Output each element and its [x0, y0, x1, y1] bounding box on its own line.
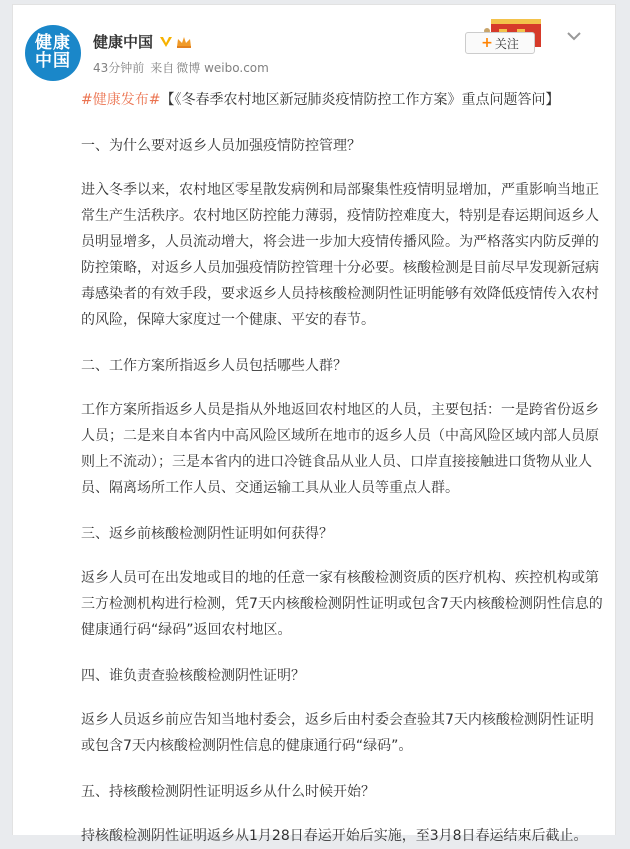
follow-button[interactable] — [465, 32, 535, 54]
source-app[interactable]: 微博 weibo.com — [176, 61, 269, 75]
question-2: 二、工作方案所指返乡人员包括哪些人群？ — [81, 358, 347, 374]
plus-icon: + — [481, 35, 493, 51]
question-4: 四、谁负责查验核酸检测阴性证明？ — [81, 668, 305, 684]
member-crown-icon[interactable] — [175, 35, 193, 49]
post-meta — [93, 59, 269, 76]
avatar-text-top: 健康 — [35, 33, 71, 54]
post-title — [81, 87, 603, 113]
post-title-text: 【《冬春季农村地区新冠肺炎疫情防控工作方案》重点问题答问】 — [160, 92, 560, 108]
avatar-text-bottom: 中国 — [35, 51, 71, 71]
question-5: 五、持核酸检测阴性证明返乡从什么时候开始？ — [81, 784, 375, 800]
answer-2: 工作方案所指返乡人员是指从外地返回农村地区的人员，主要包括：一是跨省份返乡人员；二是来自本省内中高风险区域所在地市的返乡人员（中高风险区域内部人员原则上不流动）；三是本省内的进口冷链食品从业人员、口岸直接接触进口货物从业人员、隔离场所工作人员、交通运输工具从业人员等重点人群。 — [81, 402, 599, 496]
post-content — [81, 87, 603, 849]
answer-5: 持核酸检测阴性证明返乡从1月28日春运开始后实施，至3月8日春运结束后截止。 — [81, 828, 588, 844]
follow-label: 关注 — [494, 36, 519, 51]
account-name[interactable]: 健康中国 — [93, 33, 154, 51]
from-label: 来自 — [150, 61, 175, 75]
verified-v-icon[interactable] — [159, 35, 173, 49]
account-header — [93, 31, 193, 52]
question-1: 一、为什么要对返乡人员加强疫情防控管理？ — [81, 138, 361, 154]
chevron-down-icon[interactable] — [565, 27, 583, 45]
weibo-post-card — [12, 4, 616, 844]
answer-1: 进入冬季以来，农村地区零星散发病例和局部聚集性疫情明显增加，严重影响当地正常生产生活秩序。农村地区防控能力薄弱，疫情防控难度大，特别是春运期间返乡人员明显增多，人员流动增大，将会进一步加大疫情传播风险。为严格落实内防反弹的防控策略，对返乡人员加强疫情防控管理十分必要。核酸检测是目前尽早发现新冠病毒感染者的有效手段，要求返乡人员持核酸检测阴性证明能够有效降低疫情传入农村的风险，保障大家度过一个健康、平安的春节。 — [81, 182, 599, 328]
avatar[interactable] — [25, 25, 81, 81]
answer-4: 返乡人员返乡前应告知当地村委会，返乡后由村委会查验其7天内核酸检测阴性证明或包含7天内核酸检测阴性信息的健康通行码“绿码”。 — [81, 712, 594, 754]
post-time[interactable]: 43分钟前 — [93, 61, 145, 75]
hashtag-link[interactable]: #健康发布# — [81, 92, 161, 108]
question-3: 三、返乡前核酸检测阴性证明如何获得？ — [81, 526, 333, 542]
answer-3: 返乡人员可在出发地或目的地的任意一家有核酸检测资质的医疗机构、疾控机构或第三方检测机构进行检测，凭7天内核酸检测阴性证明或包含7天内核酸检测阴性信息的健康通行码“绿码”返回农村地区。 — [81, 570, 603, 638]
